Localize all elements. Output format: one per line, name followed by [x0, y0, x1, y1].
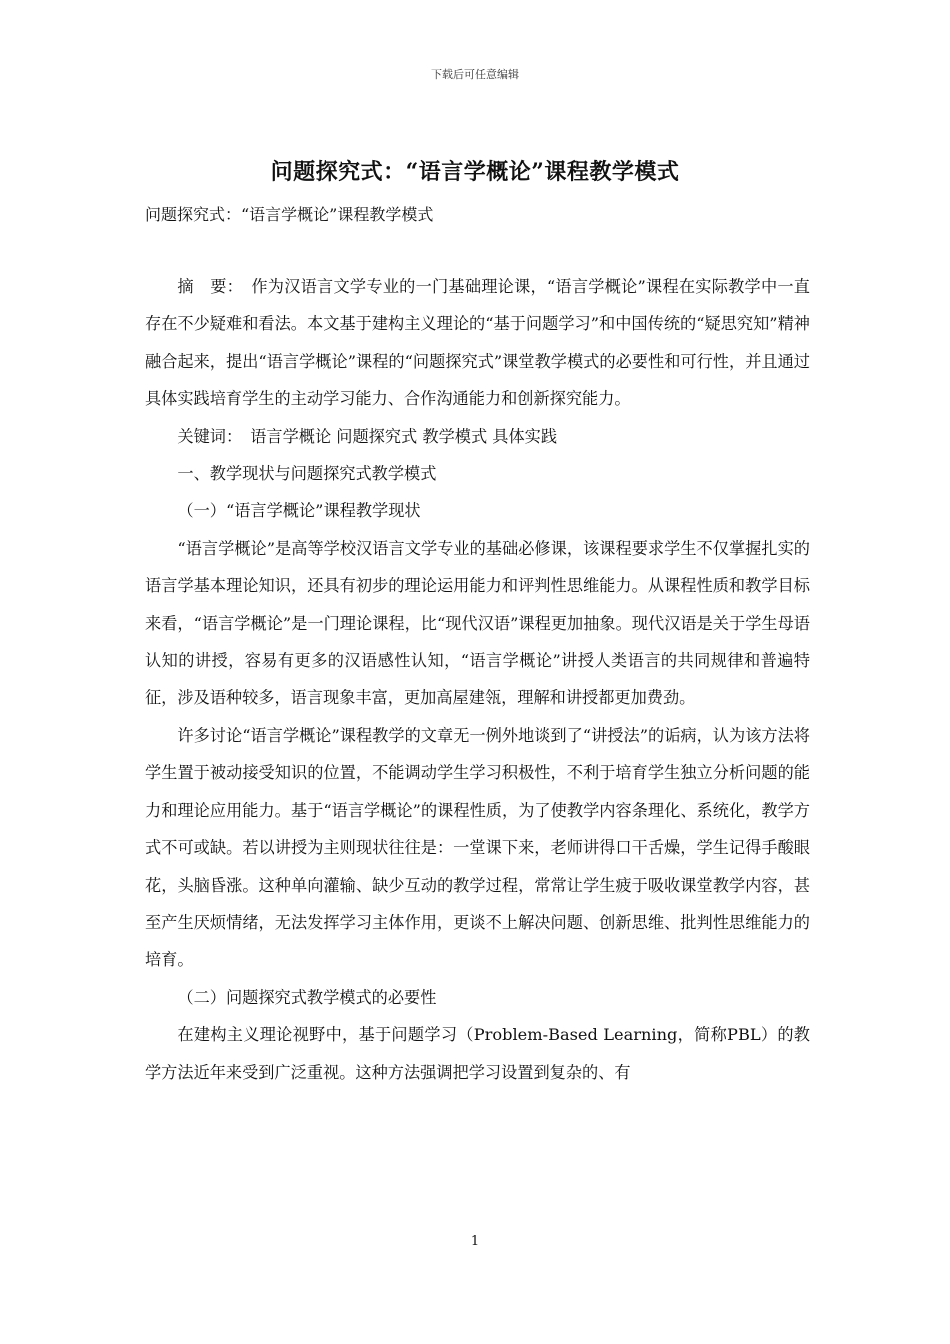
section-heading-1: 一、教学现状与问题探究式教学模式	[177, 464, 437, 484]
page-number: 1	[470, 1234, 480, 1249]
subsection-heading-1: （一）“语言学概论”课程教学现状	[177, 501, 421, 521]
subsection-heading-2: （二）问题探究式教学模式的必要性	[177, 987, 437, 1007]
body-paragraph: 在建构主义理论视野中，基于问题学习（Problem-Based Learning，简称PBL）的教学方法近年来受到广泛重视。这种方法强调把学习设置到复杂的、有	[145, 1025, 810, 1082]
body-paragraph: 许多讨论“语言学概论”课程教学的文章无一例外地谈到了“讲授法”的诟病，认为该方法将学生置于被动接受知识的位置，不能调动学生学习积极性，不利于培育学生独立分析问题的能力和理论应用能力。基于“语言学概论”的课程性质，为了使教学内容条理化、系统化，教学方式不可或缺。若以讲授为主则现状往往是：一堂课下来，老师讲得口干舌燥，学生记得手酸眼花，头脑昏涨。这种单向灌输、缺少互动的教学过程，常常让学生疲于吸收课堂教学内容，甚至产生厌烦情绪，无法发挥学习主体作用，更谈不上解决问题、创新思维、批判性思维能力的培育。	[145, 725, 810, 970]
document-title: 问题探究式：“语言学概论”课程教学模式	[270, 159, 680, 185]
abstract-paragraph: 摘 要： 作为汉语言文学专业的一门基础理论课，“语言学概论”课程在实际教学中一直存在不少疑难和看法。本文基于建构主义理论的“基于问题学习”和中国传统的“疑思究知”精神融合起来，提出“语言学概论”课程的“问题探究式”课堂教学模式的必要性和可行性，并且通过具体实践培育学生的主动学习能力、合作沟通能力和创新探究能力。	[145, 277, 810, 409]
body-paragraph: “语言学概论”是高等学校汉语言文学专业的基础必修课，该课程要求学生不仅掌握扎实的语言学基本理论知识，还具有初步的理论运用能力和评判性思维能力。从课程性质和教学目标来看，“语言学概论”是一门理论课程，比“现代汉语”课程更加抽象。现代汉语是关于学生母语认知的讲授，容易有更多的汉语感性认知，“语言学概论”讲授人类语言的共同规律和普遍特征，涉及语种较多，语言现象丰富，更加高屋建瓴，理解和讲授都更加费劲。	[145, 538, 810, 708]
header-note: 下载后可任意编辑	[431, 68, 519, 81]
document-body	[145, 268, 810, 1091]
document-subtitle: 问题探究式：“语言学概论”课程教学模式	[145, 205, 434, 224]
keywords-paragraph: 关键词： 语言学概论 问题探究式 教学模式 具体实践	[177, 426, 558, 446]
